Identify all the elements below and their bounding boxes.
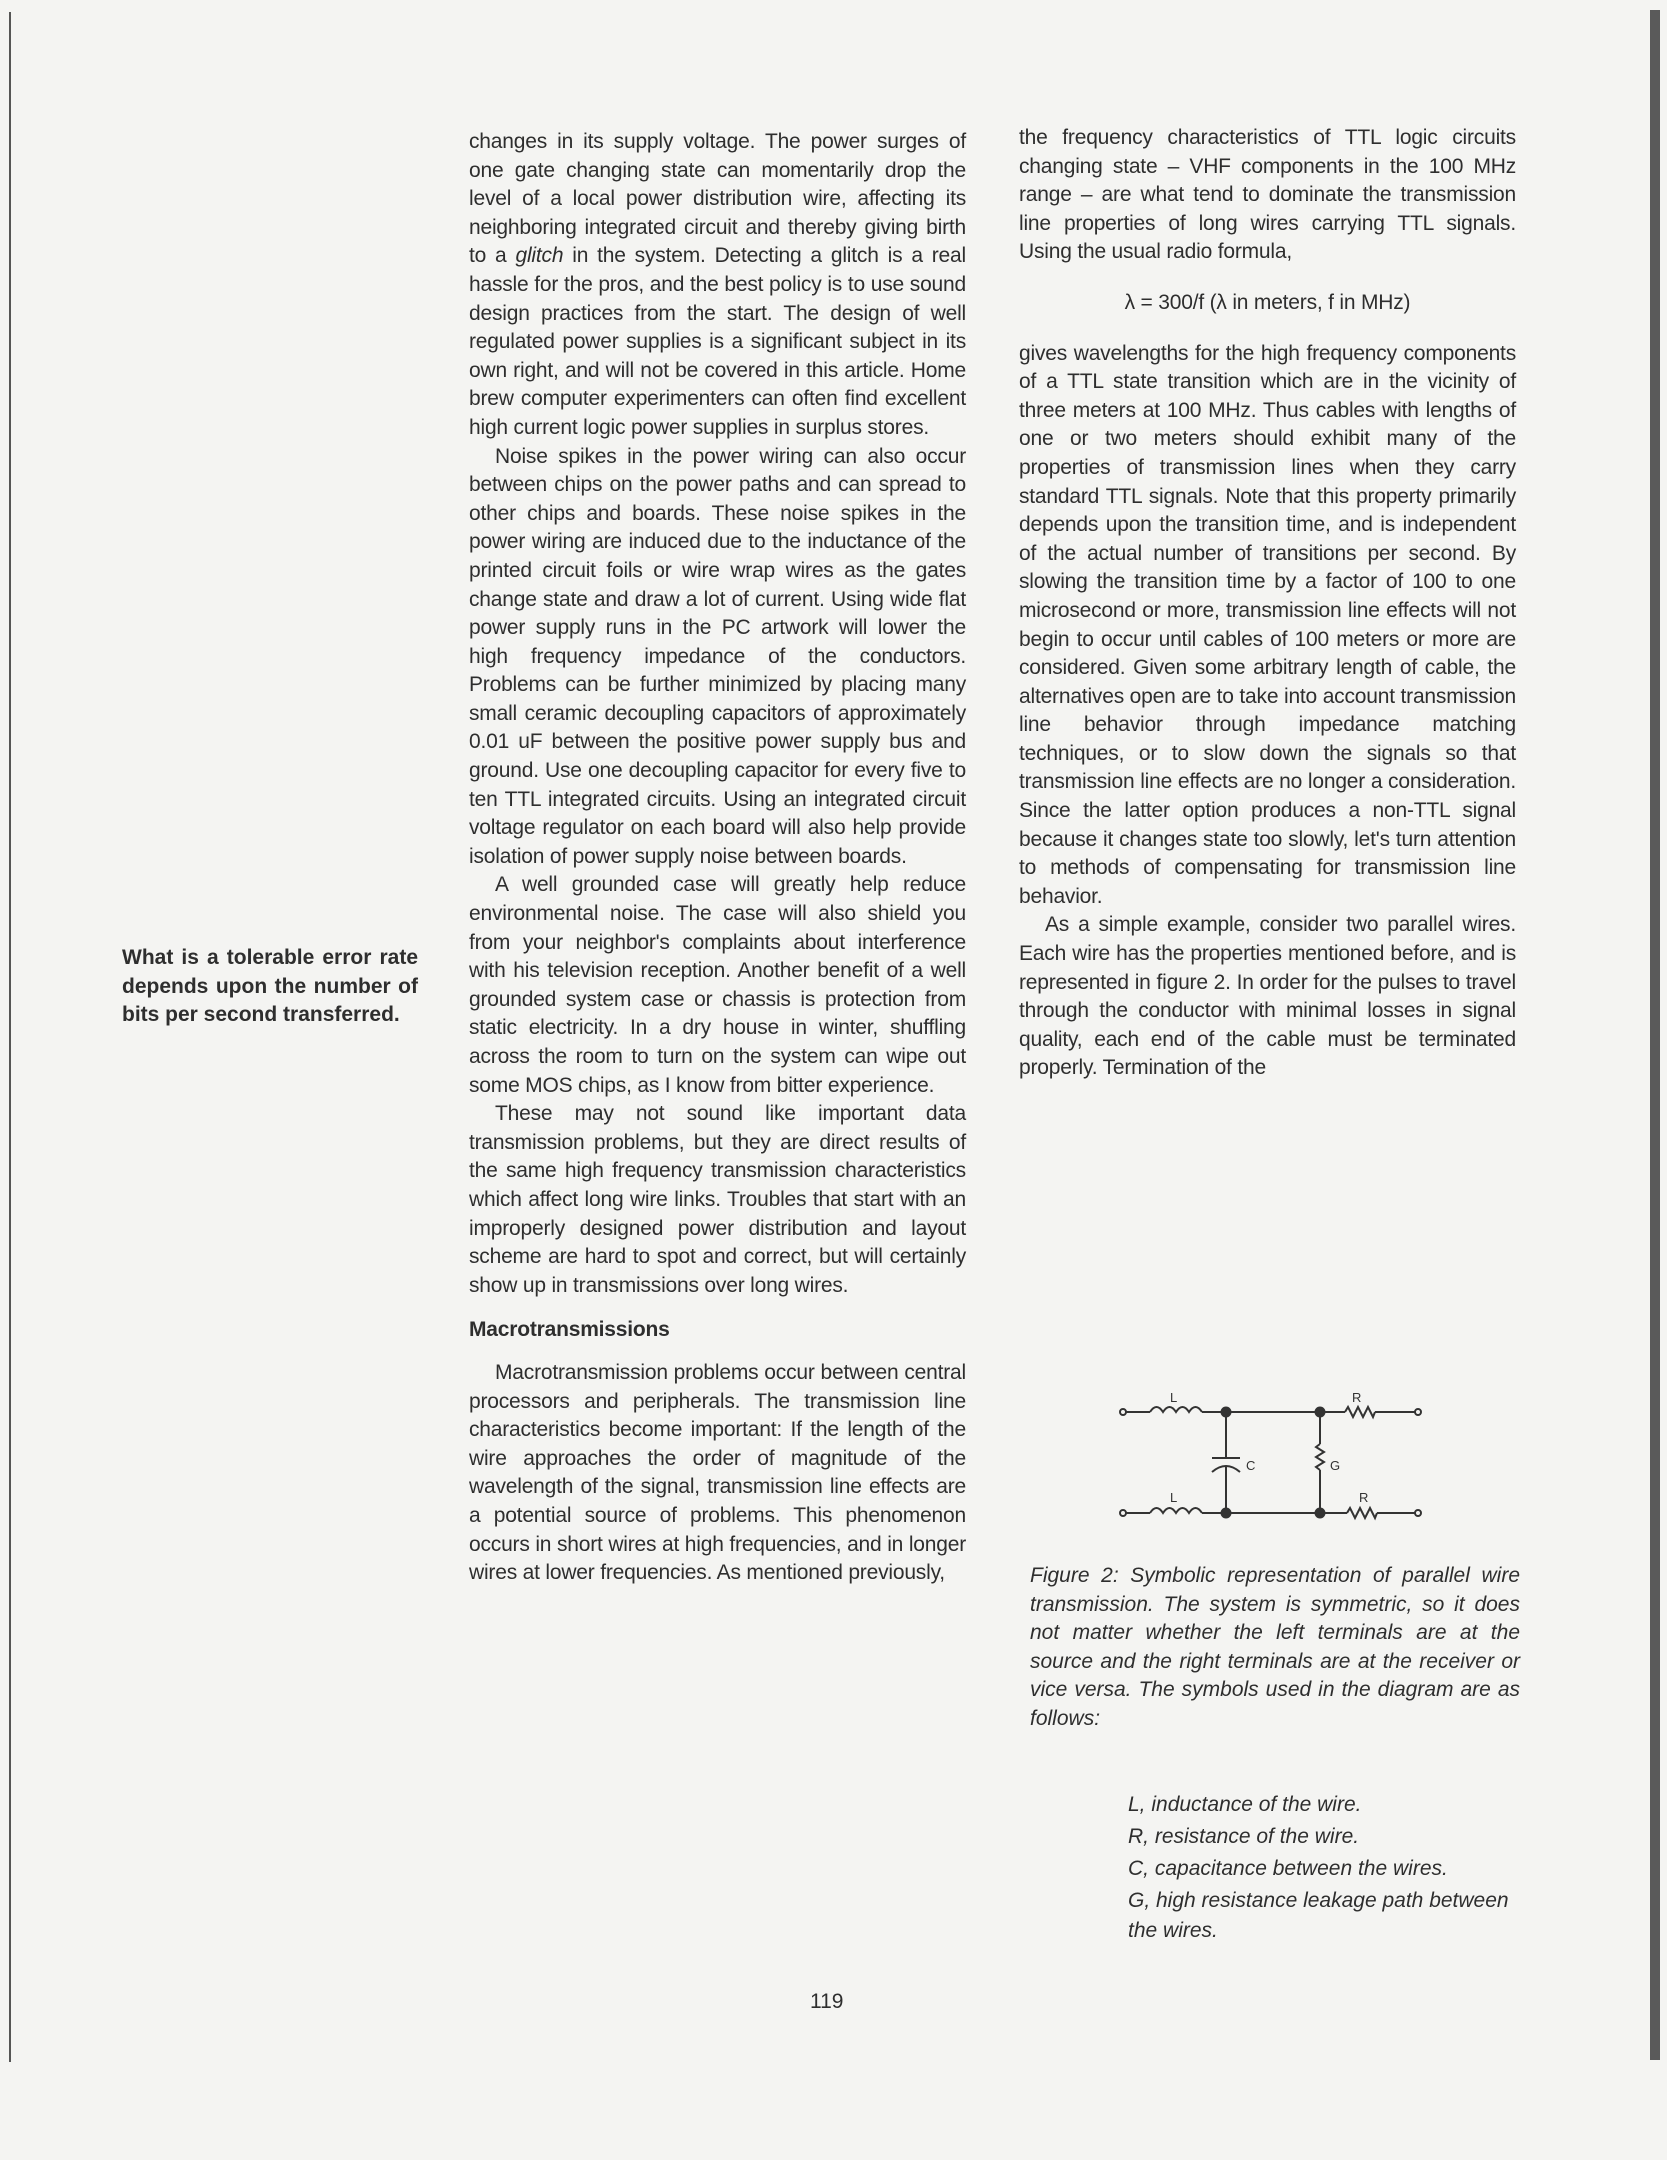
label-l-bottom: L xyxy=(1170,1490,1178,1505)
text: in the system. Detecting a glitch is a real hassle for the pros, and the best policy is to use sound design practices from the start. The design of well regulated power supplies is a significant subject in its own right, and will not be covered in this article. Home brew computer experimenters can often find excellent high current logic power supplies in surplus stores. xyxy=(469,244,966,439)
paragraph: These may not sound like important data transmission problems, but they are direct results of the same high frequency transmission characteristics which affect long wire links. Troubles that start with an improperly designed power distribution and layout scheme are hard to spot and correct, but will certainly show up in transmissions over long wires. xyxy=(469,1102,966,1297)
paragraph: A well grounded case will greatly help reduce environmental noise. The case will also shield you from your neighbor's complaints about interference with his television reception. Another benefit of a well grounded system case or chassis is protection from static electricity. In a dry house in winter, shuffling across the room to turn on the system can wipe out some MOS chips, as I know from bitter experience. xyxy=(469,873,966,1097)
section-heading: Macrotransmissions xyxy=(469,1318,670,1342)
label-r-top: R xyxy=(1352,1390,1362,1405)
emphasis: glitch xyxy=(515,244,564,268)
sidebar-pull-quote: What is a tolerable error rate depends upon the number of bits per second transferred. xyxy=(122,946,418,1027)
terminal xyxy=(1415,1510,1421,1516)
paragraph: Noise spikes in the power wiring can also occur between chips on the power paths and can spread to other chips and boards. These noise spikes in the power wiring are induced due to the inductance of the printed circuit foils or wire wrap wires as the gates change state and draw a lot of current. Using wide flat power supply runs in the PC artwork will lower the high frequency impedance of the conductors. Problems can be further minimized by placing many small ceramic decoupling capacitors of approximately 0.01 uF between the positive power supply bus and ground. Use one decoupling capacitor for every five to ten TTL integrated circuits. Using an integrated circuit voltage regulator on each board will also help provide isolation of power supply noise between boards. xyxy=(469,444,966,868)
paragraph xyxy=(469,128,966,443)
text-column-1 xyxy=(469,128,966,1588)
page-number: 119 xyxy=(810,1990,844,2013)
wavelength-formula: λ = 300/f (λ in meters, f in MHz) xyxy=(1124,290,1411,314)
terminal xyxy=(1415,1409,1421,1415)
terminal xyxy=(1120,1510,1126,1516)
resistor-symbol xyxy=(1345,1407,1375,1417)
inductor-symbol xyxy=(1150,1407,1202,1412)
legend-item: G, high resistance leakage path between the wires. xyxy=(1128,1889,1509,1942)
symbol-legend xyxy=(1128,1790,1518,1948)
label-l-top: L xyxy=(1170,1390,1178,1405)
legend-item: L, inductance of the wire. xyxy=(1128,1793,1362,1816)
paragraph: gives wavelengths for the high frequency components of a TTL state transition which are in the vicinity of three meters at 100 MHz. Thus cables with lengths of one or two meters should exhibit many of the properties of transmission lines when they carry standard TTL signals. Note that this property primarily depends upon the transition time, and is independent of the actual number of transitions per second. By slowing the transition time by a factor of 100 to one microsecond or more, transmission line effects will not begin to occur until cables of 100 meters or more are considered. Given some arbitrary length of cable, the alternatives open are to take into account transmission line behavior through impedance matching techniques, or to slow down the signals so that transmission line effects are no longer a consideration. Since the latter option produces a non-TTL signal because it changes state too slowly, let's turn attention to methods of compensating for transmission line behavior. xyxy=(1019,341,1516,908)
label-r-bottom: R xyxy=(1359,1490,1369,1505)
text-column-2 xyxy=(1019,124,1516,1083)
inductor-symbol xyxy=(1150,1508,1202,1513)
page-left-edge xyxy=(9,12,11,2062)
label-c: C xyxy=(1246,1458,1256,1473)
legend-item: C, capacitance between the wires. xyxy=(1128,1857,1448,1880)
paragraph: the frequency characteristics of TTL logic circuits changing state – VHF components in the 100 MHz range – are what tend to dominate the transmission line properties of long wires carrying TTL signals. Using the usual radio formula, xyxy=(1019,126,1516,264)
paragraph: As a simple example, consider two parallel wires. Each wire has the properties mentioned before, and is represented in figure 2. In order for the pulses to travel through the conductor with minimal losses in signal quality, each end of the cable must be terminated properly. Termination of the xyxy=(1019,913,1516,1080)
figure-caption: Figure 2: Symbolic representation of parallel wire transmission. The system is symmetric, so it does not matter whether the left terminals are at the source and the right terminals are at the receiver or vice versa. The symbols used in the diagram are as follows: xyxy=(1030,1564,1520,1730)
leakage-resistor-symbol xyxy=(1316,1444,1324,1470)
resistor-symbol xyxy=(1347,1508,1377,1518)
page-right-edge xyxy=(1650,10,1660,2060)
text: changes in its supply voltage. The power surges of one gate changing state can momentarily drop the level of a local power distribution wire, affecting its neighboring integrated circuit and thereby giving birth to a xyxy=(469,130,966,268)
label-g: G xyxy=(1330,1458,1341,1473)
legend-item: R, resistance of the wire. xyxy=(1128,1825,1360,1848)
terminal xyxy=(1120,1409,1126,1415)
circuit-diagram xyxy=(1100,1360,1450,1540)
paragraph: Macrotransmission problems occur between central processors and peripherals. The transmission line characteristics become important: If the length of the wire approaches the order of magnitude of the wavelength of the signal, transmission line effects are a potential source of problems. This phenomenon occurs in short wires at high frequencies, and in longer wires at lower frequencies. As mentioned previously, xyxy=(469,1360,966,1585)
